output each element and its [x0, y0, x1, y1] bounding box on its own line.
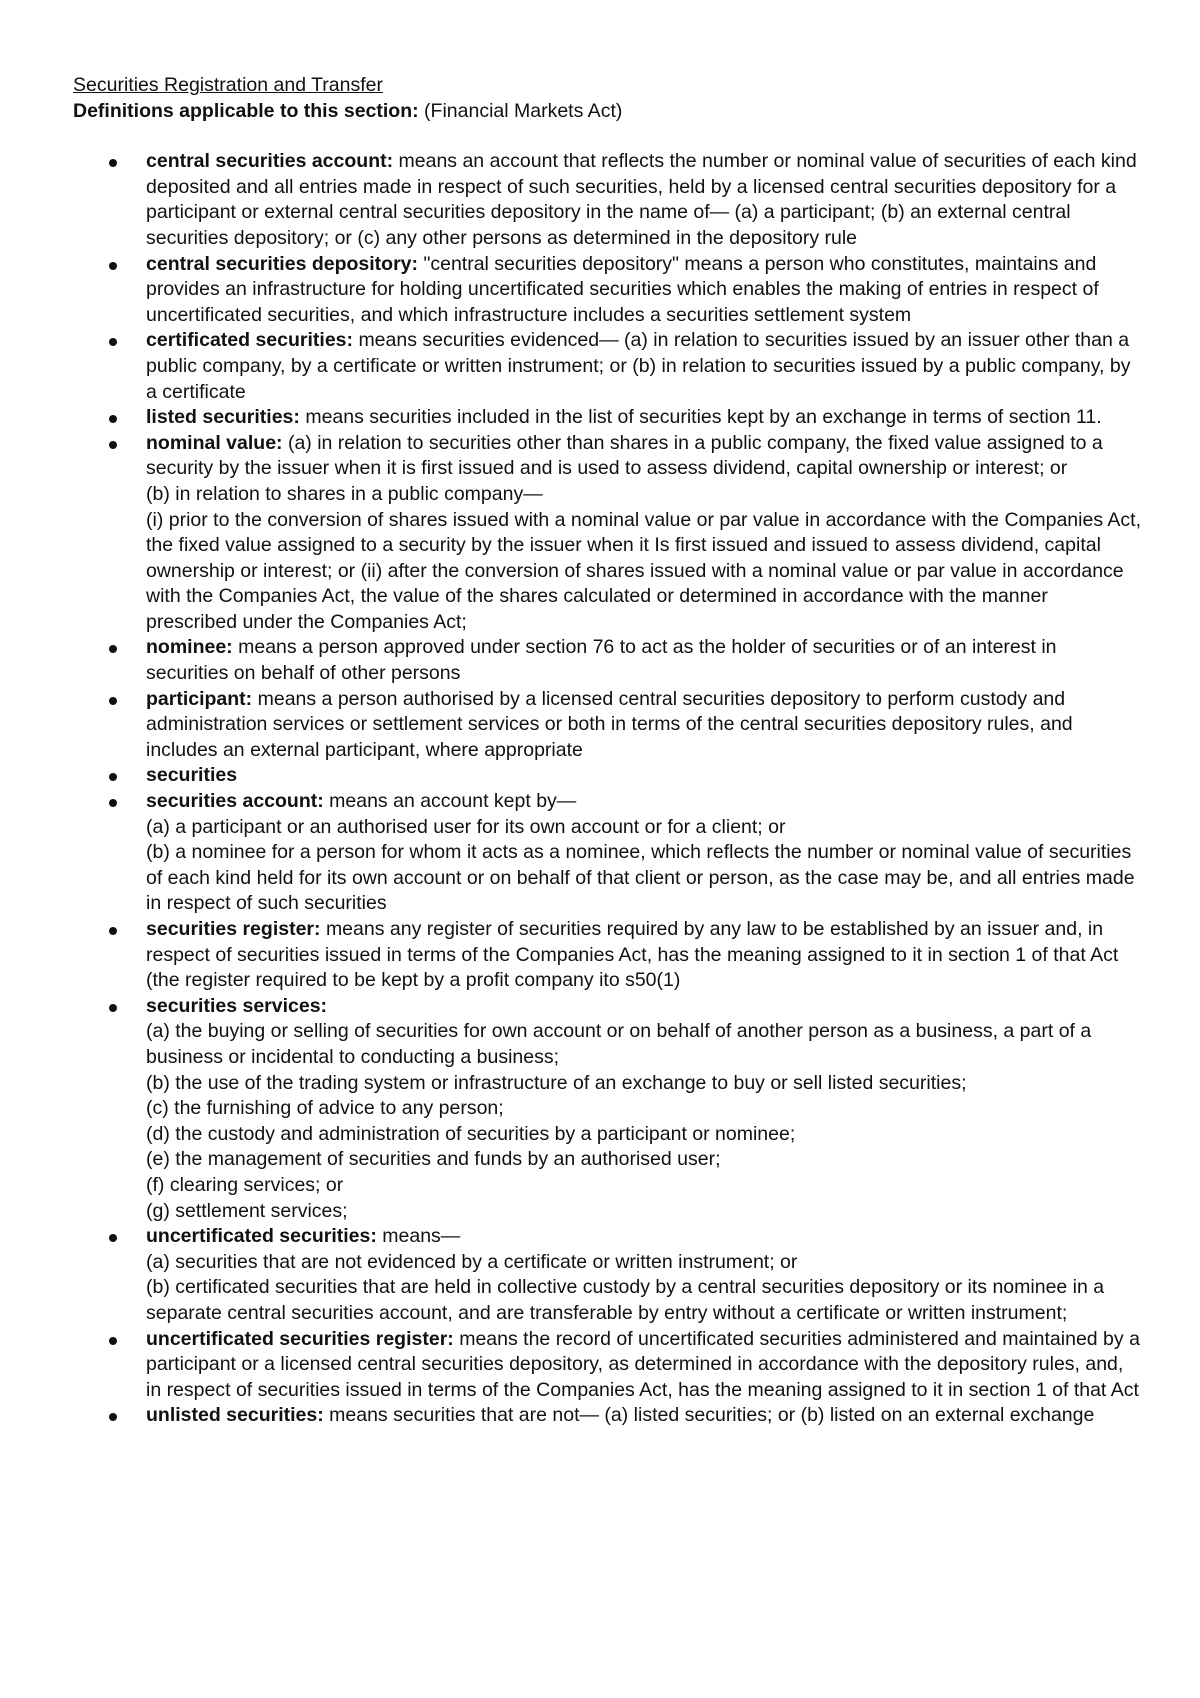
definition-subclause: (c) the furnishing of advice to any person; [146, 1097, 504, 1120]
definition-term: listed securities: [146, 406, 300, 429]
definition-text [146, 431, 1143, 482]
definition-term: securities [146, 764, 238, 787]
definition-subclause: (a) securities that are not evidenced by a certificate or written instrument; or [146, 1250, 798, 1273]
bullet-icon [109, 1004, 117, 1012]
definition-body: "central securities depository" means a person who constitutes, maintains and provides an infrastructure for holding uncertificated securities which enables the making of entries in respect of uncertificated securities, and which infrastructure includes a securities settlement system [146, 252, 1099, 326]
bullet-icon [109, 262, 117, 270]
definition-item [73, 917, 1143, 994]
bullet-icon [109, 697, 117, 705]
definition-item [73, 1403, 1143, 1429]
definition-item [73, 763, 1143, 789]
definition-text [146, 252, 1143, 329]
definition-item [73, 994, 1143, 1224]
definition-term: unlisted securities: [146, 1404, 324, 1427]
definition-subclause: (d) the custody and administration of securities by a participant or nominee; [146, 1122, 796, 1145]
definition-term: uncertificated securities: [146, 1225, 377, 1248]
definition-body: means a person authorised by a licensed central securities depository to perform custody and administration services or settlement services or both in terms of the central securities depository rules, and includes an external participant, where appropriate [146, 687, 1073, 761]
definition-item [73, 687, 1143, 764]
definition-subclause: (b) the use of the trading system or infrastructure of an exchange to buy or sell listed securities; [146, 1071, 967, 1094]
definition-subclause: (i) prior to the conversion of shares issued with a nominal value or par value in accordance with the Companies Act, the fixed value assigned to a security by the issuer when it Is first issued and issued to assess dividend, capital ownership or interest; or (ii) after the conversion of shares issued with a nominal value or par value in accordance with the Companies Act, the value of the shares calculated or determined in accordance with the manner prescribed under the Companies Act; [146, 508, 1142, 633]
bullet-icon [109, 927, 117, 935]
definition-item [73, 1327, 1143, 1404]
definition-term: nominee: [146, 636, 233, 659]
definition-term: securities account: [146, 790, 324, 813]
definition-text [146, 687, 1143, 764]
subtitle-source: (Financial Markets Act) [424, 99, 623, 122]
definition-body: means securities evidenced— (a) in relation to securities issued by an issuer other than a public company, by a certificate or written instrument; or (b) in relation to securities issued by a public company, by a certificate [146, 329, 1131, 403]
document-page [73, 73, 1143, 1429]
definition-text [146, 917, 1143, 994]
bullet-icon [109, 415, 117, 423]
definition-body: means the record of uncertificated securities administered and maintained by a participant or a licensed central securities depository, as determined in accordance with the depository rules, and, in respect of securities issued in terms of the Companies Act, has the meaning assigned to it in section 1 of that Act [146, 1327, 1140, 1401]
definition-term: central securities account: [146, 150, 394, 173]
definition-term: uncertificated securities register: [146, 1327, 454, 1350]
definition-item [73, 149, 1143, 251]
definition-item [73, 1224, 1143, 1326]
definition-subclause: (f) clearing services; or [146, 1173, 344, 1196]
definition-item [73, 328, 1143, 405]
definition-body: means— [382, 1225, 461, 1248]
definition-text [146, 789, 1143, 815]
subtitle-label: Definitions applicable to this section: [73, 99, 419, 122]
bullet-icon [109, 799, 117, 807]
bullet-icon [109, 1337, 117, 1345]
page-title: Securities Registration and Transfer [73, 74, 383, 96]
bullet-icon [109, 441, 117, 449]
definition-text [146, 1327, 1143, 1404]
definition-subclause: (b) in relation to shares in a public company— [146, 482, 543, 505]
definition-body: means securities that are not— (a) listed securities; or (b) listed on an external exchange [329, 1404, 1095, 1427]
bullet-icon [109, 773, 117, 781]
definition-item [73, 405, 1143, 431]
definition-term: securities services: [146, 994, 328, 1017]
definition-subclause: (a) the buying or selling of securities for own account or on behalf of another person as a business, a part of a business or incidental to conducting a business; [146, 1020, 1092, 1068]
definition-text [146, 405, 1143, 431]
bullet-icon [109, 1234, 117, 1242]
bullet-icon [109, 1413, 117, 1421]
definition-subclause: (b) certificated securities that are held in collective custody by a central securities depository or its nominee in a separate central securities account, and are transferable by entry without a certificate or written instrument; [146, 1276, 1105, 1324]
definition-text [146, 1403, 1143, 1429]
definition-body: (a) in relation to securities other than shares in a public company, the fixed value assigned to a security by the issuer when it is first issued and is used to assess dividend, capital ownership or interest; or [146, 431, 1103, 480]
definitions-list [73, 149, 1143, 1429]
definition-text [146, 994, 1143, 1020]
definition-text [146, 149, 1143, 251]
definition-text [146, 1224, 1143, 1250]
definition-text [146, 328, 1143, 405]
definition-term: central securities depository: [146, 252, 419, 275]
definition-subclause: (e) the management of securities and funds by an authorised user; [146, 1148, 721, 1171]
definition-text [146, 635, 1143, 686]
definition-term: certificated securities: [146, 329, 354, 352]
definition-body: means any register of securities required by any law to be established by an issuer and, in respect of securities issued in terms of the Companies Act, has the meaning assigned to it in section 1 of that Act (the register required to be kept by a profit company ito s50(1) [146, 918, 1119, 992]
definition-text [146, 763, 1143, 789]
definition-term: nominal value: [146, 431, 283, 454]
definition-item [73, 431, 1143, 636]
definition-body: means securities included in the list of securities kept by an exchange in terms of section 11. [305, 406, 1102, 429]
definitions-subtitle [73, 99, 1143, 125]
definition-item [73, 789, 1143, 917]
bullet-icon [109, 338, 117, 346]
definition-term: securities register: [146, 918, 321, 940]
definition-item [73, 635, 1143, 686]
definition-term: participant: [146, 687, 253, 710]
definition-subclause: (g) settlement services; [146, 1199, 348, 1222]
definition-item [73, 252, 1143, 329]
definition-body: means a person approved under section 76 to act as the holder of securities or of an interest in securities on behalf of other persons [146, 636, 1057, 685]
definition-body: means an account kept by— [329, 790, 577, 813]
bullet-icon [109, 645, 117, 653]
definition-subclause: (a) a participant or an authorised user for its own account or for a client; or [146, 815, 786, 838]
bullet-icon [109, 159, 117, 167]
definition-subclause: (b) a nominee for a person for whom it acts as a nominee, which reflects the number or nominal value of securities of each kind held for its own account or on behalf of that client or person, as the case may be, and all entries made in respect of such securities [146, 841, 1135, 915]
definition-body: means an account that reflects the number or nominal value of securities of each kind deposited and all entries made in respect of such securities, held by a licensed central securities depository for a participant or external central securities depository in the name of— (a) a participant; (b) an external central securities depository; or (c) any other persons as determined in the depository rule [146, 150, 1137, 249]
